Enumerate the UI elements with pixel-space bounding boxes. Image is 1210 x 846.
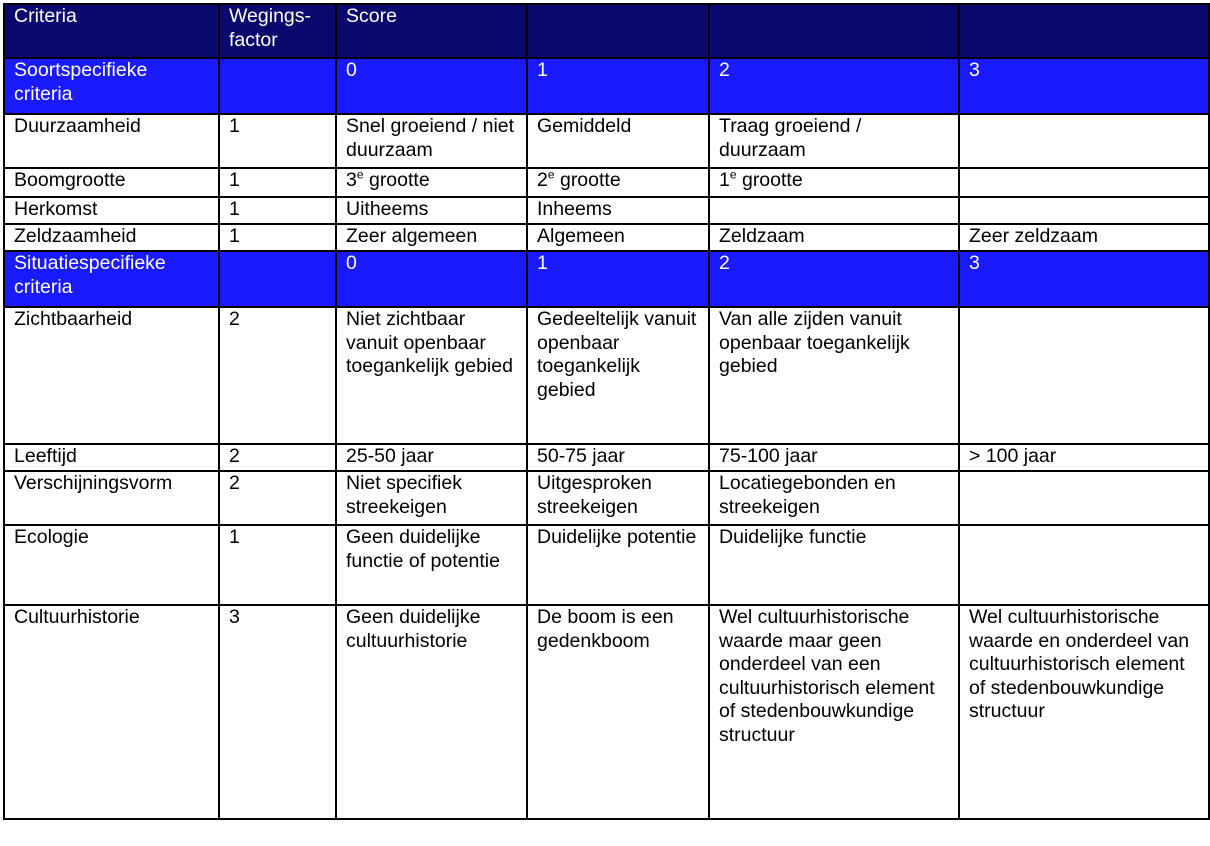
section-row-species xyxy=(4,58,1209,114)
weight-value: 1 xyxy=(219,168,336,197)
section-score: 0 xyxy=(336,251,527,307)
table-row xyxy=(4,168,1209,197)
section-score: 1 xyxy=(527,251,709,307)
criterion-name: Ecologie xyxy=(4,525,219,605)
score-3-cell: > 100 jaar xyxy=(959,444,1209,471)
score-3-cell xyxy=(959,471,1209,525)
weight-value: 2 xyxy=(219,307,336,444)
score-0-cell: Geen duidelijke cultuurhistorie xyxy=(336,605,527,819)
score-1-cell: 50-75 jaar xyxy=(527,444,709,471)
score-2-cell: Duidelijke functie xyxy=(709,525,959,605)
score-2-cell: Van alle zijden vanuit openbaar toegankelijk gebied xyxy=(709,307,959,444)
score-2-cell: Zeldzaam xyxy=(709,224,959,251)
section-weight-empty xyxy=(219,58,336,114)
table-row xyxy=(4,605,1209,819)
score-3-cell xyxy=(959,307,1209,444)
score-3-cell xyxy=(959,525,1209,605)
header-row xyxy=(4,4,1209,58)
weight-value: 2 xyxy=(219,444,336,471)
section-score: 3 xyxy=(959,58,1209,114)
score-0-cell xyxy=(336,168,527,197)
score-3-cell xyxy=(959,197,1209,224)
criterion-name: Verschijningsvorm xyxy=(4,471,219,525)
size-word: grootte xyxy=(741,169,803,191)
section-score: 2 xyxy=(709,58,959,114)
score-2-cell: Wel cultuurhistorische waarde maar geen onderdeel van een cultuurhistorisch element of stedenbouwkundige structuur xyxy=(709,605,959,819)
table-row xyxy=(4,224,1209,251)
score-2-cell: 75-100 jaar xyxy=(709,444,959,471)
score-0-cell: Uitheems xyxy=(336,197,527,224)
score-2-cell xyxy=(709,197,959,224)
header-score: Score xyxy=(336,4,527,58)
size-suffix: e xyxy=(356,168,364,182)
score-0-cell: Niet zichtbaar vanuit openbaar toegankelijk gebied xyxy=(336,307,527,444)
section-weight-empty xyxy=(219,251,336,307)
size-number: 2 xyxy=(537,169,548,191)
score-1-cell: De boom is een gedenkboom xyxy=(527,605,709,819)
score-1-cell: Algemeen xyxy=(527,224,709,251)
criterion-name: Leeftijd xyxy=(4,444,219,471)
table-row xyxy=(4,525,1209,605)
score-0-cell: Snel groeiend / niet duurzaam xyxy=(336,114,527,168)
size-number: 1 xyxy=(719,169,730,191)
table-row xyxy=(4,114,1209,168)
section-score: 0 xyxy=(336,58,527,114)
header-empty xyxy=(527,4,709,58)
weight-value: 1 xyxy=(219,114,336,168)
criterion-name: Boomgrootte xyxy=(4,168,219,197)
size-word: grootte xyxy=(368,169,430,191)
section-title: Soortspecifieke criteria xyxy=(4,58,219,114)
score-0-cell: Niet specifiek streekeigen xyxy=(336,471,527,525)
score-2-cell: Locatiegebonden en streekeigen xyxy=(709,471,959,525)
criterion-name: Cultuurhistorie xyxy=(4,605,219,819)
criterion-name: Herkomst xyxy=(4,197,219,224)
score-2-cell: Traag groeiend / duurzaam xyxy=(709,114,959,168)
score-1-cell: Gemiddeld xyxy=(527,114,709,168)
score-1-cell xyxy=(527,168,709,197)
size-word: grootte xyxy=(559,169,621,191)
weight-value: 2 xyxy=(219,471,336,525)
criteria-table xyxy=(3,3,1210,820)
size-suffix: e xyxy=(729,168,737,182)
score-1-cell: Gedeeltelijk vanuit openbaar toegankelijk gebied xyxy=(527,307,709,444)
table-row xyxy=(4,471,1209,525)
criterion-name: Zeldzaamheid xyxy=(4,224,219,251)
section-title: Situatiespecifieke criteria xyxy=(4,251,219,307)
score-1-cell: Inheems xyxy=(527,197,709,224)
header-empty xyxy=(709,4,959,58)
score-0-cell: Zeer algemeen xyxy=(336,224,527,251)
score-1-cell: Uitgesproken streekeigen xyxy=(527,471,709,525)
section-score: 1 xyxy=(527,58,709,114)
score-1-cell: Duidelijke potentie xyxy=(527,525,709,605)
score-3-cell: Wel cultuurhistorische waarde en onderdeel van cultuurhistorisch element of stedenbouwkundige structuur xyxy=(959,605,1209,819)
score-0-cell: Geen duidelijke functie of potentie xyxy=(336,525,527,605)
criterion-name: Zichtbaarheid xyxy=(4,307,219,444)
weight-value: 1 xyxy=(219,197,336,224)
score-0-cell: 25-50 jaar xyxy=(336,444,527,471)
table-row xyxy=(4,197,1209,224)
score-2-cell xyxy=(709,168,959,197)
header-weight: Wegings-factor xyxy=(219,4,336,58)
weight-value: 1 xyxy=(219,525,336,605)
table-row xyxy=(4,307,1209,444)
section-row-situation xyxy=(4,251,1209,307)
header-criteria: Criteria xyxy=(4,4,219,58)
section-score: 2 xyxy=(709,251,959,307)
weight-value: 3 xyxy=(219,605,336,819)
criterion-name: Duurzaamheid xyxy=(4,114,219,168)
size-suffix: e xyxy=(547,168,555,182)
weight-value: 1 xyxy=(219,224,336,251)
score-3-cell xyxy=(959,168,1209,197)
score-3-cell: Zeer zeldzaam xyxy=(959,224,1209,251)
section-score: 3 xyxy=(959,251,1209,307)
score-3-cell xyxy=(959,114,1209,168)
header-empty xyxy=(959,4,1209,58)
table-row xyxy=(4,444,1209,471)
size-number: 3 xyxy=(346,169,357,191)
